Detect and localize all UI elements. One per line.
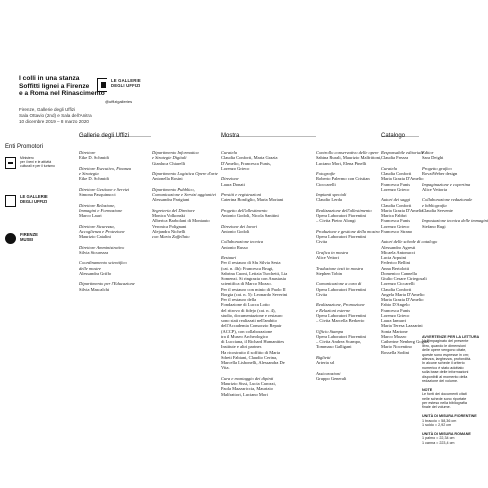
credit-role: Direttore Amministrativo: [79, 244, 125, 250]
note-heading: NOTE: [422, 387, 433, 392]
credit-name: Lorenzo Ciccarelli: [381, 281, 415, 287]
credit-name: Maria Teresa Lazzarini: [381, 323, 423, 329]
credit-name: Malfrattori, Luciano Mori: [221, 391, 268, 397]
credit-name: di Lucciana, il Richard Humanities: [221, 339, 285, 344]
credit-role: Impostazione tecnica delle immagini: [422, 218, 488, 224]
credits-column-departments: [152, 133, 218, 239]
promoters-heading: Enti Promotori: [5, 144, 44, 150]
credit-name: Cioccarelli: [316, 181, 336, 187]
credit-name: Claudio Lerda: [316, 197, 342, 203]
credits-column-gallery: [79, 133, 135, 292]
note-text: delle opere vengono citate,: [422, 348, 467, 353]
credit-role: Realizzazione dell'allestimento: [316, 207, 372, 213]
title-line-1: I colli in una stanza: [19, 75, 80, 82]
credit-name: Francesca Funis: [381, 307, 411, 313]
note-text: libro, quando le dimensioni: [422, 343, 466, 348]
credit-name: Alberica Barbolani di Montauto: [152, 218, 210, 224]
credit-name: Somenzi. Si ringrazia con Anastasia: [221, 276, 286, 281]
credit-name: Paola Mazzariccia, Maurizio: [221, 386, 273, 392]
credit-name: Federico Bellini: [381, 260, 411, 266]
credit-role: Direzione: [221, 176, 239, 182]
credit-name: Opera Laboratori Fiorentini: [316, 234, 366, 239]
credit-role: Responsabile editoriale: [381, 150, 424, 155]
credit-name: Sara Deighi: [422, 155, 444, 161]
credit-name: Marco Mozzo: [381, 333, 407, 339]
credit-name: Francesco Strano: [381, 228, 413, 234]
credit-role: e Strategie Digitali: [152, 155, 187, 161]
credit-name: Borgia (cat. n. 5): Leonardo Severini: [221, 291, 288, 297]
credit-role: Grafica in mostra: [316, 249, 349, 255]
credit-role: Fotografie: [316, 171, 336, 176]
credit-name: Maria Grazia D'Amelio: [381, 176, 424, 182]
credit-name: – Civita Marcella Berkerio: [316, 318, 365, 323]
credit-name: Opera Laboratori Fiorentini: [316, 213, 366, 218]
credit-role: delle mostre: [79, 265, 101, 271]
credit-role: Restauri: [221, 255, 237, 260]
credit-name: Marcella Lisbonelli, Alessandra De: [221, 360, 285, 365]
promoter-logo-mark-icon: [5, 233, 16, 244]
credit-name: Arteria srl: [316, 360, 335, 365]
credit-role: con Maria Zuffellato: [152, 234, 190, 239]
credit-role: Curatela: [381, 165, 398, 171]
credit-role: Assicurazioni: [316, 370, 341, 376]
credit-name: Gruppo Generali: [316, 375, 347, 381]
credit-role: Dipartimento Logistica Opere d'arte: [152, 171, 218, 176]
credit-name: dell'Accademia Consorzio Repair: [221, 323, 282, 329]
credits-column-exhibition: [221, 133, 287, 397]
credit-role: Direttore: [79, 150, 96, 155]
credit-name: Veronica Polignani: [152, 223, 187, 229]
credit-role: Traduzione testi in mostra: [316, 265, 364, 271]
credit-name: Lorenzo Grieco: [221, 165, 250, 171]
credit-name: Lorenzo Grieco: [381, 186, 410, 192]
credit-name: Antonella Rosini: [152, 176, 183, 182]
credit-name: Institute e altri partner.: [221, 344, 262, 350]
credit-name: Eike D. Schmidt: [79, 155, 109, 161]
credit-role: Collaborazione tecnica: [221, 239, 264, 245]
credit-name: Maurizio Sissi, Lucia Carozzi,: [221, 381, 276, 386]
credit-role: Impaginazione e copertina: [422, 181, 471, 187]
credit-name: Opera Laboratori Fiorentini: [316, 312, 366, 318]
credit-name: Lucia Arpuini: [381, 255, 407, 260]
uffizi-logo-text: LE GALLERIE DEGLI UFFIZI: [111, 78, 141, 88]
credit-name: Alessandra Griffo: [79, 270, 112, 276]
credit-role: Collaborazione redazionale: [422, 197, 473, 203]
credit-name: Tommaso Galligani: [316, 344, 352, 350]
credit-role: Biglietti: [316, 354, 331, 360]
credit-role: e Relazioni esterne: [316, 307, 351, 313]
credit-name: tra il Museo Archeologico: [221, 333, 269, 339]
credit-role: Curatela: [221, 150, 238, 155]
note-heading: AVVERTENZE PER LA LETTURA: [422, 335, 480, 339]
credit-name: Fondazione di Lucca Lotto: [221, 302, 270, 308]
promoter-logo-text: Ministero per i beni e le attività culturali e per il turismo: [20, 156, 55, 168]
credit-name: Silvia Mascalchi: [79, 286, 110, 292]
note-text: redazione del volume.: [422, 379, 459, 384]
note-heading: UNITÀ DI MISURA ROMANE: [422, 431, 471, 436]
credit-name: Maria Grazia D'Amelio: [381, 207, 424, 213]
credit-name: Alejandra Nichelli: [152, 228, 186, 234]
promoter-logo-mark-icon: [5, 195, 16, 207]
note-text: disponibili al momento della: [422, 374, 468, 379]
note-text: finale del volume.: [422, 405, 451, 410]
note-text: Nell'impaginato del presente: [422, 339, 469, 344]
credit-name: Maurizio Catalini: [79, 234, 111, 239]
reading-notes: [422, 335, 486, 445]
credit-name: Per il restauro di Sfu Silvia Sesta: [221, 260, 281, 266]
credit-name: Claudia Frezza: [381, 155, 409, 161]
credit-name: Alessandra Parigiani: [152, 197, 190, 203]
credit-role: Cura e montaggio dei dipinti: [221, 375, 274, 381]
credit-name: Claudia Conforti: [381, 202, 412, 208]
credit-role: Coordinamento scientifico: [79, 260, 127, 266]
note-text: per esteso nella bibliografia: [422, 401, 467, 406]
credit-name: – Civita Andrea Scampo,: [316, 339, 362, 344]
note-text: 1 soldo = 2,92 cm: [422, 423, 452, 428]
credit-role: Direzione dei lavori: [221, 223, 258, 229]
credit-name: Opera Laboratori Fiorentini: [316, 333, 366, 339]
credit-name: Stefano Rugi: [422, 223, 446, 229]
credit-role: Segreteria del Direttore: [152, 207, 195, 213]
credit-name: Marica Fabbri: [381, 213, 407, 218]
credit-role: Produzione e gestione della mostra: [316, 228, 380, 234]
credit-name: Claudia Servente: [422, 207, 453, 213]
uffizi-logo: [97, 76, 157, 112]
note-heading: UNITÀ DI MISURA FIORENTINE: [422, 414, 477, 419]
credit-role: Controllo conservativo delle opere: [316, 150, 379, 155]
column-heading: [316, 133, 381, 140]
credit-name: Vita.: [221, 365, 230, 371]
credit-role: e bibliografia: [422, 202, 447, 208]
credit-name: Opera Laboratori Fiorentini: [316, 286, 366, 292]
credit-name: Per il restauro con minio di Paolo II: [221, 286, 286, 292]
credit-name: Per il restauro della: [221, 297, 257, 302]
credit-name: Antonio Russo: [221, 244, 248, 250]
credit-name: Claudia Conforti: [381, 171, 412, 176]
credits-column-editorial: [422, 133, 488, 229]
credit-name: Silvia Sicurezza: [79, 249, 109, 255]
credit-role: Dipartimento per l'Educazione: [79, 281, 135, 287]
credit-name: Ha ricostruito il soffitto di Maria: [221, 349, 281, 355]
credit-name: Sdreti Fabiani, Claudio Cerina,: [221, 354, 278, 360]
column-heading: Gallerie degli Uffizi: [79, 133, 129, 139]
credit-name: Antonio Godoli, Nicola Sanitini: [221, 213, 279, 218]
note-text: sulla base delle informazioni: [422, 370, 469, 375]
note-text: Le fonti dei documenti citati: [422, 392, 467, 397]
credit-role: Comunicazione e Servizi aggiuntivi: [152, 192, 216, 197]
credit-name: Roberto Palermo con Cristian: [316, 176, 370, 182]
credit-name: Luciano Mori, Elena Pinelli: [316, 160, 367, 166]
column-heading: Catalogo: [381, 133, 406, 139]
credit-name: Fabio D'Angelo: [381, 302, 410, 308]
credit-name: Alessandro Agresti: [381, 244, 416, 250]
venue-line: 10 dicembre 2019 – 8 marzo 2020: [19, 118, 89, 124]
credit-name: Rossella Sodini: [381, 349, 410, 355]
credit-name: Marco Lauri: [79, 213, 102, 218]
venue-line: Sala Ottavio (2nd) e Sala dell'Anitra: [19, 112, 92, 118]
column-heading: [422, 133, 488, 140]
venue-line: Firenze, Gallerie degli Uffizi: [19, 107, 76, 112]
note-text: nelle schede sono riportate: [422, 396, 467, 401]
credit-name: Anna Bertolotti: [381, 265, 410, 271]
credit-name: (ACCP), con collaborazione: [221, 328, 273, 334]
credit-name: scientifica di Marco Mozzo.: [221, 281, 272, 287]
credit-role: Autori delle schede di catalogo: [381, 239, 438, 245]
credit-name: Francesca Funis: [381, 218, 411, 224]
credit-name: Lorenzo Grieco: [381, 223, 410, 229]
promoter-logo: [5, 195, 75, 211]
credit-role: Direttore Gestione e Servizi: [79, 186, 130, 192]
credit-name: Laura Donati: [221, 181, 245, 187]
credit-name: Lorenzo Grieco: [381, 312, 410, 318]
credit-name: studio, documentazione e restauro: [221, 312, 283, 318]
column-heading: [152, 133, 218, 140]
note-text: 1 palmo = 22,34 cm: [422, 436, 455, 441]
credit-name: Francesca Funis: [381, 181, 411, 187]
note-text: 1 canna = 223,4 cm: [422, 440, 455, 445]
credit-role: Dipartimento Pubblico,: [152, 186, 195, 192]
uffizi-logo-mark-icon: [97, 78, 107, 92]
credit-name: Claudia Conforti, Maria Grazia: [221, 155, 278, 161]
credit-name: Sonia Martone: [381, 328, 408, 334]
credit-role: e Strategia: [79, 171, 99, 176]
credit-name: Civita: [316, 291, 327, 297]
promoter-logo-text: LE GALLERIE DEGLI UFFIZI: [20, 194, 48, 204]
credit-name: Monica Volkonski: [152, 213, 185, 218]
credit-role: Immagini e Formazione: [79, 207, 123, 213]
credit-role: Autori dei saggi: [381, 197, 410, 203]
credit-role: Ufficio Stampa: [316, 328, 344, 334]
note-text: 1 braccio = 58,36 cm: [422, 418, 457, 423]
credit-name: Alice Vettori: [316, 255, 340, 260]
credit-name: RovaiWeber design: [422, 171, 458, 176]
credit-name: – Civita Pietro Alongi: [316, 218, 356, 224]
credit-name: del ritrovo di fidejo (cat. n. 4),: [221, 307, 276, 313]
credit-role: Realizzazione, Promozione: [316, 302, 365, 308]
credits-column-production: [316, 133, 381, 381]
credit-role: Progetto grafico: [422, 165, 452, 171]
credit-role: Editor: [422, 150, 434, 155]
note-text: queste sono espresse in cm;: [422, 352, 469, 357]
promoter-logos: [5, 157, 75, 271]
column-heading: Mostra: [221, 133, 240, 139]
credit-role: Direttore Esecutivo, Finanza: [79, 165, 132, 171]
credit-name: Sabina Rurali, Maurizio Malfrittoni,: [316, 155, 382, 161]
credit-name: Alice Vettoria: [422, 186, 448, 192]
credit-name: (cat. n. 4b): Francesca Brugi,: [221, 265, 274, 271]
note-text: altezza, larghezza, profondità.: [422, 357, 472, 362]
title-line-2: Soffitti lignei a Firenze: [19, 82, 90, 90]
credit-role: Dipartimento Informatica: [152, 150, 199, 155]
credit-name: Sabrina Cuoni, Letizia Turchetti, Lia: [221, 270, 288, 276]
credit-name: sono stati realizzati nell'ambito: [221, 318, 277, 323]
credit-name: Catherine Nenberg Goguel: [381, 339, 430, 344]
note-text: In alcune schede il criterio: [422, 361, 465, 366]
credit-name: Simona Pasquinucci: [79, 192, 116, 197]
credit-name: Laura Iamurri: [381, 318, 407, 323]
credit-name: Gianluca Chiarelli: [152, 160, 186, 166]
promoter-logo-mark-icon: [5, 157, 16, 169]
note-text: numerico è stato adottato: [422, 365, 464, 370]
credit-name: Claudia Conforti: [381, 286, 412, 292]
credit-name: Giulio Cesare Ciriegosali: [381, 276, 427, 281]
promoter-logo-text: FIRENZE MUSEI: [20, 232, 38, 242]
credit-name: Antonio Godoli: [221, 228, 250, 234]
credit-role: Comunicazione a cura di: [316, 281, 362, 287]
credit-name: Domenico Cannella: [381, 270, 417, 276]
credit-role: Impianti speciali: [316, 192, 347, 197]
credit-name: Mario Nocentino: [381, 344, 412, 350]
credit-role: Prestiti e registrazioni: [221, 192, 262, 197]
credit-name: Caterina Bonfiglio, Maria Moriani: [221, 197, 284, 203]
social-handle: @uffizigalleries: [105, 99, 133, 104]
credit-name: Maria Grazia D'Amelio: [381, 297, 424, 302]
credit-role: Progetto dell'allestimento: [221, 207, 268, 213]
credit-name: Stephen Tobin: [316, 270, 342, 276]
credit-role: Accoglienza e Protezione: [79, 228, 125, 234]
credit-name: D'Amelio, Francesca Funis,: [221, 160, 272, 166]
promoter-logo: [5, 233, 75, 249]
promoter-logo: [5, 157, 75, 173]
credit-name: Micaela Antonucci: [381, 249, 416, 255]
title-line-3: e a Roma nel Rinascimento: [19, 90, 105, 98]
credit-name: Civita: [316, 239, 327, 245]
credit-role: Direttore Sicurezza,: [79, 223, 115, 229]
credit-role: Direttore Relazione,: [79, 202, 116, 208]
credit-name: Eike D. Schmidt: [79, 176, 109, 182]
credit-name: Angela Maria D'Amelio: [381, 291, 425, 297]
